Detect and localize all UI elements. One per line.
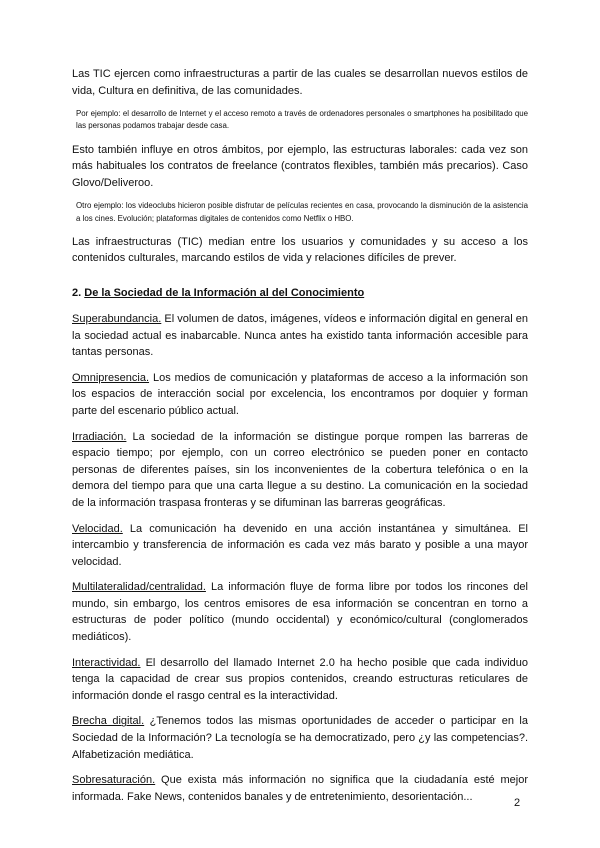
concept-text: ¿Tenemos todos las mismas oportunidades de acceder o participar en la Sociedad de la Información? La tecnología se ha democratizado, pero ¿y las competencias?. Alfabetización mediática. — [72, 715, 528, 761]
concept-term: Irradiación. — [72, 430, 127, 443]
concept-text: El desarrollo del llamado Internet 2.0 ha hecho posible que cada individuo tenga la capacidad de crear sus propios contenidos, creando estructuras reticulares de información donde el rasgo central es la interactividad. — [72, 656, 528, 702]
concept-term: Superabundancia. — [72, 312, 162, 325]
concept-paragraph — [72, 713, 528, 763]
intro-paragraph-3: Las infraestructuras (TIC) median entre los usuarios y comunidades y su acceso a los contenidos culturales, marcando estilos de vida y relaciones difíciles de prever. — [72, 235, 528, 265]
concept-text: La sociedad de la información se distingue porque rompen las barreras de espacio tiempo; por ejemplo, con un correo electrónico se pueden poner en contacto personas de diferentes países, sin los inconvenientes de la cobertura telefónica o en la demora del tiempo para que una carta llegue a su destino. La comunicación en la sociedad de la información traspasa fronteras y se difuminan las barreras geográficas. — [72, 430, 528, 509]
concept-text: El volumen de datos, imágenes, vídeos e información digital en general en la sociedad actual es inabarcable. Nunca antes ha existido tanta información accesible para tantas personas. — [72, 312, 528, 359]
section-number: 2. — [72, 286, 82, 299]
intro-paragraph-2: Esto también influye en otros ámbitos, por ejemplo, las estructuras laborales: cada vez son más habituales los contratos de freelance (contratos flexibles, también más precarios). Caso Glovo/Deliveroo. — [72, 143, 528, 189]
concept-text: Que exista más información no significa que la ciudadanía esté mejor informada. Fake News, contenidos banales y de entretenimiento, desorientación... — [72, 774, 528, 803]
concept-paragraph — [72, 579, 528, 645]
concept-paragraph — [72, 521, 528, 571]
intro-paragraph-1: Las TIC ejercen como infraestructuras a partir de las cuales se desarrollan nuevos estilos de vida, Cultura en definitiva, de las comunidades. — [72, 68, 528, 97]
concept-text: La información fluye de forma libre por todos los rincones del mundo, sin embargo, los centros emisores de esa información se concentran en torno a estructuras de poder político (mundo occidental) y económico/cultural (conglomerados mediáticos). — [72, 581, 528, 644]
concept-term: Multilateralidad/centralidad. — [72, 581, 206, 594]
example-note-2: Otro ejemplo: los videoclubs hicieron posible disfrutar de películas recientes en casa, provocando la disminución de la asistencia a los cines. Evolución; plataformas digitales de contenidos como Netflix o HBO. — [76, 201, 528, 223]
page-number: 2 — [514, 797, 521, 809]
concept-paragraph — [72, 772, 528, 805]
concept-paragraph — [72, 655, 528, 705]
document-body — [72, 66, 528, 805]
section-title: De la Sociedad de la Información al del Conocimiento — [84, 286, 365, 299]
concept-text: La comunicación ha devenido en una acción instantánea y simultánea. El intercambio y transferencia de información es cada vez más barato y posible a una mayor velocidad. — [72, 522, 528, 568]
concept-term: Interactividad. — [72, 656, 141, 669]
concept-term: Velocidad. — [72, 522, 123, 535]
concept-text: Los medios de comunicación y plataformas de acceso a la información son los espacios de interacción social por excelencia, los encontramos por doquier y forman parte del escenario público actual. — [72, 371, 528, 417]
section-heading — [72, 285, 528, 301]
concept-term: Sobresaturación. — [72, 774, 156, 787]
concept-paragraph — [72, 429, 528, 512]
concept-term: Brecha digital. — [72, 715, 145, 728]
concept-term: Omnipresencia. — [72, 371, 150, 384]
concept-paragraph — [72, 311, 528, 361]
example-note-1: Por ejemplo: el desarrollo de Internet y el acceso remoto a través de ordenadores personales o smartphones ha posibilitado que las personas podamos trabajar desde casa. — [76, 109, 528, 131]
concept-paragraph — [72, 370, 528, 420]
